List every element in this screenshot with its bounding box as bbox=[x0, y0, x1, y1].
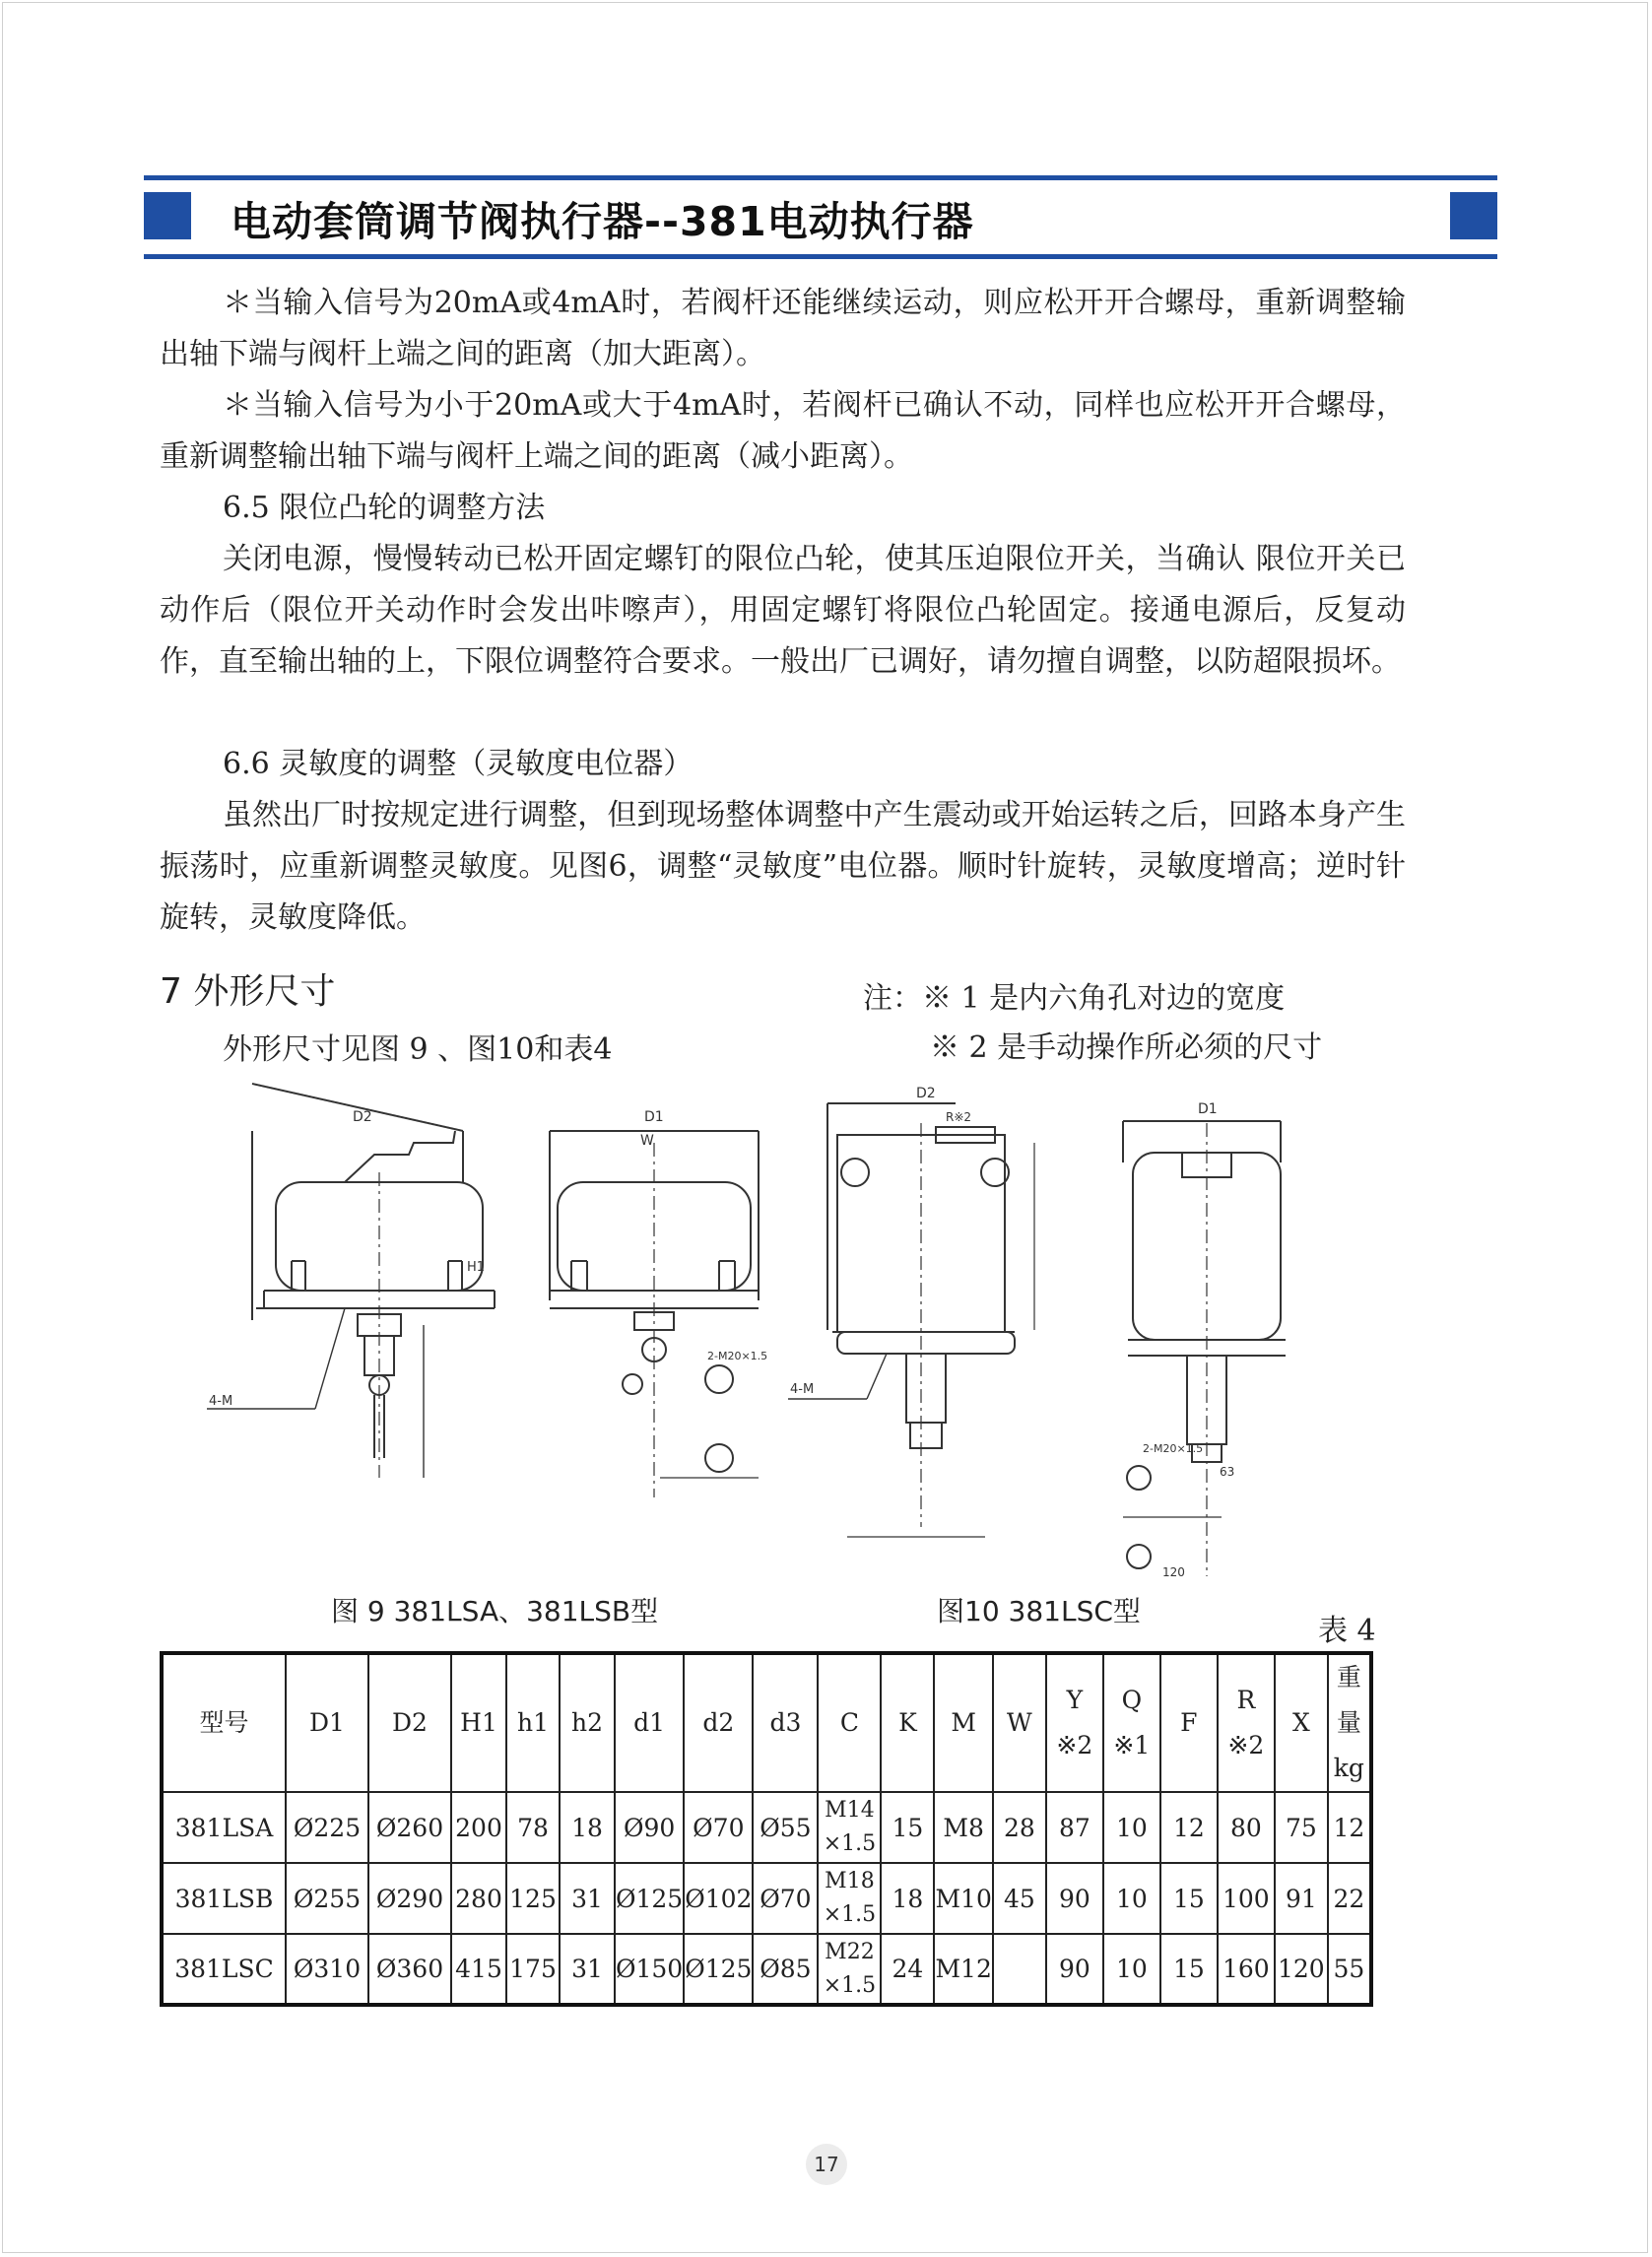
table-cell: 125 bbox=[506, 1863, 560, 1934]
header-text: d3 bbox=[769, 1708, 802, 1737]
table-cell: 55 bbox=[1328, 1934, 1371, 2005]
section-7-title: 7 外形尺寸 bbox=[160, 971, 336, 1012]
table-cell: 381LSB bbox=[162, 1863, 286, 1934]
table-cell: 15 bbox=[881, 1792, 934, 1863]
table-cell: M12 bbox=[934, 1934, 992, 2005]
table-cell: 175 bbox=[506, 1934, 560, 2005]
header-text: D2 bbox=[392, 1708, 428, 1737]
table-cell: Ø85 bbox=[753, 1934, 818, 2005]
header-text: Y bbox=[1066, 1686, 1084, 1714]
table-cell: Ø290 bbox=[368, 1863, 451, 1934]
table-cell: 10 bbox=[1103, 1934, 1160, 2005]
table-cell: Ø260 bbox=[368, 1792, 451, 1863]
label-63-d: 63 bbox=[1220, 1465, 1235, 1479]
table-cell: 31 bbox=[560, 1863, 615, 1934]
table-row bbox=[162, 1863, 1371, 1934]
header-text: 重量 bbox=[1336, 1663, 1361, 1737]
header-rule-top bbox=[144, 175, 1497, 180]
label-d1-d: D1 bbox=[1198, 1101, 1218, 1117]
table-row bbox=[162, 1792, 1371, 1863]
cell-line: M22 bbox=[825, 1939, 875, 1964]
figure-10-caption: 图10 381LSC型 bbox=[937, 1595, 1141, 1627]
table-cell: 87 bbox=[1046, 1792, 1103, 1863]
table-cell: 24 bbox=[881, 1934, 934, 2005]
table-header-cell bbox=[162, 1653, 286, 1792]
table-header-cell bbox=[1218, 1653, 1275, 1792]
header-square-right bbox=[1450, 192, 1497, 239]
table-cell: Ø310 bbox=[286, 1934, 368, 2005]
heading-6-6: 6.6 灵敏度的调整（灵敏度电位器） bbox=[223, 747, 694, 781]
table-cell: 160 bbox=[1218, 1934, 1275, 2005]
table-cell: Ø125 bbox=[615, 1863, 684, 1934]
table-cell: 381LSA bbox=[162, 1792, 286, 1863]
header-text: H1 bbox=[460, 1708, 497, 1737]
table-cell: 120 bbox=[1275, 1934, 1328, 2005]
table-cell: 80 bbox=[1218, 1792, 1275, 1863]
table-row bbox=[162, 1934, 1371, 2005]
table-cell: 75 bbox=[1275, 1792, 1328, 1863]
label-r2-c: R※2 bbox=[946, 1110, 972, 1124]
paragraph-decrease-distance: ＊当输入信号为小于20mA或大于4mA时，若阀杆已确认不动，同样也应松开开合螺母，重新调整输出轴下端与阀杆上端之间的距离（减小距离）。 bbox=[160, 388, 1406, 474]
table-cell: 200 bbox=[451, 1792, 506, 1863]
dimensions-table bbox=[160, 1651, 1373, 2007]
table-header-cell bbox=[934, 1653, 992, 1792]
drawing-lsa-front bbox=[550, 1109, 767, 1497]
cell-line: M18 bbox=[825, 1869, 875, 1893]
table-cell: 12 bbox=[1160, 1792, 1218, 1863]
label-d2-a: D2 bbox=[353, 1109, 372, 1125]
table-header-cell bbox=[1160, 1653, 1218, 1792]
paragraph-sensitivity: 虽然出厂时按规定进行调整，但到现场整体调整中产生震动或开始运转之后，回路本身产生振荡时，应重新调整灵敏度。见图6，调整“灵敏度”电位器。顺时针旋转，灵敏度增高；逆时针旋转，灵敏度降低。 bbox=[160, 798, 1406, 935]
table-header-cell bbox=[881, 1653, 934, 1792]
table-cell: 18 bbox=[881, 1863, 934, 1934]
header-text: d1 bbox=[633, 1708, 666, 1737]
table-cell: 45 bbox=[993, 1863, 1046, 1934]
header-text: ※2 bbox=[1227, 1731, 1265, 1759]
table-label: 表 4 bbox=[1318, 1614, 1376, 1648]
header-text: R bbox=[1236, 1686, 1256, 1714]
table-cell: 91 bbox=[1275, 1863, 1328, 1934]
label-d1-b: D1 bbox=[644, 1109, 664, 1125]
table-cell: 10 bbox=[1103, 1863, 1160, 1934]
paragraph-increase-distance: ＊当输入信号为20mA或4mA时，若阀杆还能继续运动，则应松开开合螺母，重新调整输出轴下端与阀杆上端之间的距离（加大距离）。 bbox=[160, 286, 1406, 371]
table-cell: 90 bbox=[1046, 1934, 1103, 2005]
label-m4-a: 4-M bbox=[209, 1394, 233, 1409]
table-cell: Ø90 bbox=[615, 1792, 684, 1863]
table-cell: 15 bbox=[1160, 1863, 1218, 1934]
table-cell: 15 bbox=[1160, 1934, 1218, 2005]
header-text: W bbox=[1007, 1708, 1032, 1737]
table-cell bbox=[818, 1934, 881, 2005]
paragraph-limit-cam: 关闭电源，慢慢转动已松开固定螺钉的限位凸轮，使其压迫限位开关，当确认 限位开关已动作后（限位开关动作时会发出咔嚓声），用固定螺钉将限位凸轮固定。接通电源后，反复动作，直至输出轴的上，下限位调整符合要求。一般出厂已调好，请勿擅自调整，以防超限损坏。 bbox=[160, 542, 1406, 679]
label-m20-d: 2-M20×1.5 bbox=[1143, 1442, 1204, 1455]
header-rule-bottom bbox=[144, 254, 1497, 259]
table-cell: 22 bbox=[1328, 1863, 1371, 1934]
label-d2-c: D2 bbox=[916, 1086, 936, 1101]
label-m20-b: 2-M20×1.5 bbox=[707, 1350, 768, 1362]
table-header-cell bbox=[1103, 1653, 1160, 1792]
table-header-cell bbox=[368, 1653, 451, 1792]
label-w-b: W bbox=[640, 1133, 654, 1149]
table-cell: 280 bbox=[451, 1863, 506, 1934]
table-header-cell bbox=[451, 1653, 506, 1792]
table-cell: 31 bbox=[560, 1934, 615, 2005]
table-cell: 10 bbox=[1103, 1792, 1160, 1863]
header-text: ※1 bbox=[1113, 1731, 1151, 1759]
table-cell: 381LSC bbox=[162, 1934, 286, 2005]
table-cell: M10 bbox=[934, 1863, 992, 1934]
section-7-subtitle: 外形尺寸见图 9 、图10和表4 bbox=[223, 1032, 613, 1067]
table-cell: Ø55 bbox=[753, 1792, 818, 1863]
header-text: D1 bbox=[309, 1708, 345, 1737]
table-header-cell bbox=[1046, 1653, 1103, 1792]
drawing-lsa-side bbox=[207, 1084, 495, 1478]
cell-line: ×1.5 bbox=[823, 1972, 877, 1998]
table-header-cell bbox=[1328, 1653, 1371, 1792]
table-header-cell bbox=[506, 1653, 560, 1792]
header-text: Q bbox=[1121, 1686, 1143, 1714]
table-header-cell bbox=[1275, 1653, 1328, 1792]
table-cell: M8 bbox=[934, 1792, 992, 1863]
note-1: 注：※ 1 是内六角孔对边的宽度 bbox=[863, 981, 1286, 1016]
header-text: ※2 bbox=[1056, 1731, 1093, 1759]
heading-6-5: 6.5 限位凸轮的调整方法 bbox=[223, 491, 546, 525]
table-cell: 90 bbox=[1046, 1863, 1103, 1934]
table-header-cell bbox=[753, 1653, 818, 1792]
header-text: h2 bbox=[570, 1708, 603, 1737]
header-text: F bbox=[1180, 1708, 1198, 1737]
page-title: 电动套筒调节阀执行器--381电动执行器 bbox=[231, 198, 974, 245]
table-cell bbox=[818, 1863, 881, 1934]
note-2: ※ 2 是手动操作所必须的尺寸 bbox=[930, 1030, 1323, 1065]
table-cell: 415 bbox=[451, 1934, 506, 2005]
table-cell: Ø150 bbox=[615, 1934, 684, 2005]
table-cell: 28 bbox=[993, 1792, 1046, 1863]
table-cell: Ø225 bbox=[286, 1792, 368, 1863]
header-text: kg bbox=[1333, 1754, 1364, 1782]
label-h1-a: H1 bbox=[467, 1260, 486, 1275]
table-cell: Ø255 bbox=[286, 1863, 368, 1934]
header-text: X bbox=[1291, 1708, 1310, 1737]
cell-line: ×1.5 bbox=[823, 1902, 877, 1927]
table-header-cell bbox=[615, 1653, 684, 1792]
table-header-cell bbox=[286, 1653, 368, 1792]
dimension-drawings bbox=[209, 1084, 1300, 1586]
label-120-d: 120 bbox=[1162, 1565, 1185, 1579]
label-m4-c: 4-M bbox=[790, 1382, 815, 1397]
header-text: h1 bbox=[516, 1708, 549, 1737]
table-header-row bbox=[162, 1653, 1371, 1792]
table-cell bbox=[818, 1792, 881, 1863]
cell-line: M14 bbox=[825, 1798, 875, 1823]
table-cell bbox=[993, 1934, 1046, 2005]
header-text: d2 bbox=[702, 1708, 735, 1737]
table-cell: Ø70 bbox=[684, 1792, 753, 1863]
table-header-cell bbox=[684, 1653, 753, 1792]
header-square-left bbox=[144, 192, 191, 239]
header-text: K bbox=[898, 1708, 917, 1737]
table-header-cell bbox=[818, 1653, 881, 1792]
page-number: 17 bbox=[806, 2144, 847, 2185]
table-cell: Ø102 bbox=[684, 1863, 753, 1934]
table-cell: 12 bbox=[1328, 1792, 1371, 1863]
table-cell: 100 bbox=[1218, 1863, 1275, 1934]
header-text: M bbox=[951, 1708, 976, 1737]
table-cell: 18 bbox=[560, 1792, 615, 1863]
drawing-lsc-side bbox=[788, 1086, 1034, 1537]
drawing-lsc-front bbox=[1123, 1101, 1286, 1579]
table-cell: Ø360 bbox=[368, 1934, 451, 2005]
table-cell: Ø125 bbox=[684, 1934, 753, 2005]
table-header-cell bbox=[560, 1653, 615, 1792]
header-text: 型号 bbox=[199, 1708, 249, 1737]
table-cell: Ø70 bbox=[753, 1863, 818, 1934]
table-cell: 78 bbox=[506, 1792, 560, 1863]
header-text: C bbox=[839, 1708, 859, 1737]
table-header-cell bbox=[993, 1653, 1046, 1792]
figure-9-caption: 图 9 381LSA、381LSB型 bbox=[331, 1595, 659, 1627]
cell-line: ×1.5 bbox=[823, 1831, 877, 1856]
